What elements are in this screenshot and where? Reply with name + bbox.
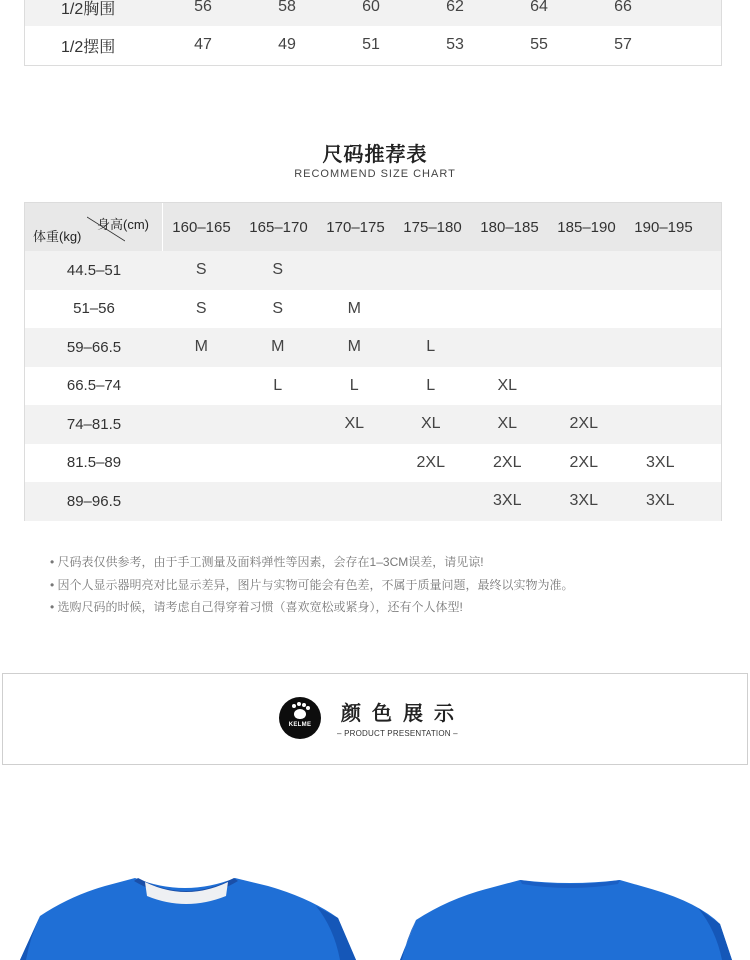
table-cell: 55 [530, 36, 548, 53]
color-display-banner [2, 673, 748, 765]
table-row [25, 0, 721, 26]
column-header: 180–185 [480, 218, 539, 236]
size-cell: XL [497, 415, 518, 433]
section-subtitle: RECOMMEND SIZE CHART [294, 168, 456, 180]
note-item: • 选购尺码的时候，请考虑自己得穿着习惯（喜欢宽松或紧身），还有个人体型! [50, 596, 574, 619]
size-cell: M [271, 338, 285, 356]
weight-cell: 59–66.5 [66, 338, 122, 356]
note-item: • 因个人显示器明亮对比显示差异，图片与实物可能会有色差，不属于质量问题，最终以实物为准。 [50, 574, 574, 597]
kelme-logo [279, 697, 321, 739]
table-header-row [25, 203, 721, 251]
table-body [25, 251, 721, 521]
size-cell: 2XL [493, 453, 522, 471]
row-label: 1/2摆围 [61, 38, 116, 56]
weight-cell: 81.5–89 [66, 454, 122, 472]
size-cell: 3XL [493, 492, 522, 510]
size-cell: XL [344, 415, 365, 433]
size-cell: M [194, 338, 208, 356]
size-cell: 3XL [569, 492, 598, 510]
paw-icon [294, 709, 306, 719]
table-cell: 57 [614, 36, 632, 53]
weight-cell: 51–56 [73, 300, 115, 318]
row-label: 1/2胸围 [61, 0, 116, 18]
size-cell: L [273, 376, 283, 394]
column-header: 165–170 [249, 218, 308, 236]
table-cell: 62 [446, 0, 464, 15]
size-cell: 2XL [569, 453, 598, 471]
column-header: 170–175 [326, 218, 385, 236]
size-cell: XL [497, 376, 518, 394]
weight-cell: 44.5–51 [66, 261, 122, 279]
color-section-title: 颜色展示 [341, 703, 465, 725]
section-title: 尺码推荐表 [322, 144, 428, 166]
size-cell: 2XL [569, 415, 598, 433]
size-cell: M [347, 299, 361, 317]
size-cell: S [195, 261, 207, 279]
shirt-back-image [380, 868, 750, 960]
weight-cell: 74–81.5 [66, 415, 122, 433]
table-cell: 49 [278, 36, 296, 53]
table-row [25, 328, 721, 367]
size-cell: S [195, 299, 207, 317]
size-cell: 2XL [416, 453, 445, 471]
size-notes [50, 551, 574, 619]
size-cell: M [347, 338, 361, 356]
table-cell: 47 [194, 36, 212, 53]
table-cell: 66 [614, 0, 632, 15]
weight-cell: 89–96.5 [66, 492, 122, 510]
note-item: • 尺码表仅供参考，由于手工测量及面料弹性等因素，会存在1–3CM误差，请见谅! [50, 551, 574, 574]
size-cell: 3XL [646, 453, 675, 471]
size-cell: 3XL [646, 492, 675, 510]
column-header: 185–190 [557, 218, 616, 236]
size-cell: XL [420, 415, 441, 433]
weight-cell: 66.5–74 [66, 377, 122, 395]
color-section-subtitle: – PRODUCT PRESENTATION – [337, 729, 458, 738]
size-table [24, 0, 722, 66]
size-cell: L [426, 376, 436, 394]
size-cell: S [272, 299, 284, 317]
table-cell: 60 [362, 0, 380, 15]
table-cell: 64 [530, 0, 548, 15]
table-row [25, 367, 721, 406]
recommend-size-table [24, 202, 722, 521]
table-row [25, 444, 721, 483]
column-header: 190–195 [634, 218, 693, 236]
weight-axis-label: 体重(kg) [33, 229, 82, 244]
column-header: 175–180 [403, 218, 462, 236]
table-row [25, 482, 721, 521]
table-cell: 53 [446, 36, 464, 53]
column-header: 160–165 [172, 218, 231, 236]
size-cell: L [426, 338, 436, 356]
table-cell: 58 [278, 0, 296, 15]
table-cell: 51 [362, 36, 380, 53]
table-row [25, 251, 721, 290]
shirt-front-image [0, 868, 380, 960]
table-row [25, 290, 721, 329]
size-cell: S [272, 261, 284, 279]
corner-header [25, 203, 163, 251]
table-row [25, 26, 721, 64]
logo-text: KELME [288, 722, 312, 728]
size-cell: L [349, 376, 359, 394]
table-cell: 56 [194, 0, 212, 15]
table-row [25, 405, 721, 444]
height-axis-label: 身高(cm) [97, 217, 149, 232]
